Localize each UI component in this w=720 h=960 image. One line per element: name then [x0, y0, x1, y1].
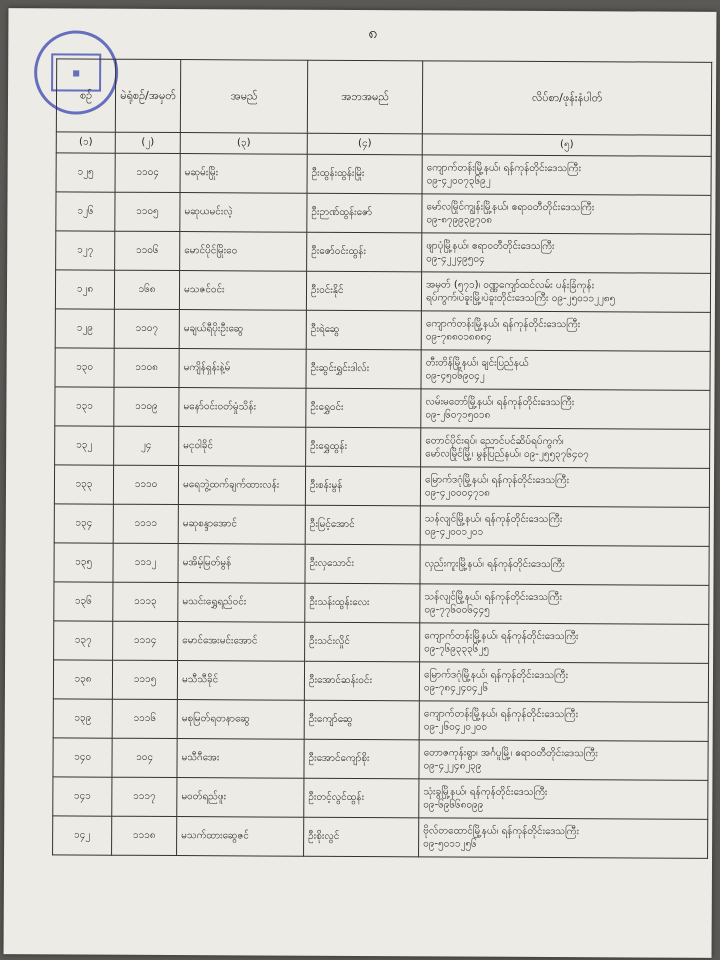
father-name-cell: ဦးအောင်ဆန်းဝင်း	[304, 661, 419, 701]
serial-cell: ၁၄၀	[53, 738, 112, 777]
phone-line: ၀၉-၇၈၄၂၄၀၄၂၆	[423, 682, 489, 694]
code-cell: ၁၁၀၈	[114, 348, 179, 387]
father-name-cell: ဦးသင်းလှိုင်	[305, 622, 420, 662]
address-cell	[421, 428, 710, 469]
table-row	[53, 660, 708, 702]
table-row	[53, 777, 708, 819]
father-name-cell: ဦးတင့်လွင်ထွန်း	[304, 778, 419, 818]
header-address: လိပ်စာ/ဖုန်းနံပါတ်	[422, 61, 711, 136]
code-cell: ၁၁၁၅	[112, 660, 177, 699]
table-row	[53, 816, 708, 858]
table-row	[55, 426, 710, 468]
father-name-cell: ဦးထွန်းထွန်းမြိုး	[307, 154, 422, 194]
father-name-cell: ဦးအောင်ကျော်စိုး	[304, 739, 419, 779]
code-cell: ၁၁၁၈	[112, 816, 177, 855]
name-cell: မစုမြတ်ရတနာဆွေ	[177, 700, 304, 740]
address-line: တောင်ပိုင်းရပ်၊ ညောင်ပင်ဆိပ်ရပ်ကွက်၊	[425, 434, 564, 447]
name-cell: မသင်းရွှေရည်ဝင်း	[178, 583, 305, 623]
serial-cell: ၁၃၁	[55, 387, 114, 426]
phone-line: ၀၉-၅၀၁၁၂၅၆	[423, 838, 477, 850]
address-cell	[419, 740, 708, 781]
table-row	[55, 348, 710, 390]
address-cell	[419, 662, 708, 703]
address-cell	[422, 233, 711, 274]
address-cell	[420, 623, 709, 664]
official-seal: ■	[34, 30, 118, 114]
name-cell: မသက်ထားဆွေဇင်	[177, 817, 304, 857]
document-page	[4, 8, 717, 958]
address-cell	[419, 818, 708, 859]
address-line: ဗိုလ်တထောင်မြို့နယ်၊ ရန်ကုန်တိုင်းဒေသကြီး	[423, 824, 580, 837]
serial-cell: ၁၃၃	[54, 465, 113, 504]
serial-cell: ၁၂၆	[56, 192, 115, 231]
address-line: ကျောက်တန်းမြို့နယ်၊ ရန်ကုန်တိုင်းဒေသကြီး	[425, 317, 581, 330]
code-cell: ၁၁၁၆	[112, 699, 177, 738]
name-cell: မအိမ့်မြတ်မွန်	[178, 544, 305, 584]
code-cell: ၁၁၁၂	[113, 543, 178, 582]
serial-cell: ၁၄၁	[53, 777, 112, 816]
father-name-cell: ဦးကျော်ဆွေ	[304, 700, 419, 740]
address-cell	[421, 350, 710, 391]
name-cell: မဆုယမင်းလဲ့	[180, 193, 307, 233]
father-name-cell: ဦးရွှေဝင်း	[306, 388, 421, 428]
serial-cell: ၁၃၅	[54, 543, 113, 582]
phone-line: ၀၉-၄၂၀၀၇၃၆၉၂	[426, 175, 491, 187]
serial-cell: ၁၃၄	[54, 504, 113, 543]
serial-cell: ၁၃၆	[54, 582, 113, 621]
table-row	[54, 465, 709, 507]
table-row	[54, 582, 709, 624]
table-row	[55, 309, 710, 351]
phone-line: ၀၉-၂၆၀၇၁၅၀၁၈	[425, 409, 491, 421]
name-cell: မကျိန်ရှန်းနဲ့မ်	[179, 349, 306, 389]
address-cell	[419, 779, 708, 820]
address-cell	[422, 194, 711, 235]
code-cell: ၁၀၄	[112, 738, 177, 777]
address-line: မော်လမြိုင်ကျွန်းမြို့နယ်၊ ဧရာဝတီတိုင်းဒေသကြီး	[426, 200, 595, 213]
code-cell: ၁၁၁၄	[113, 621, 178, 660]
name-cell: မသဇင်ဝင်း	[179, 271, 306, 311]
father-name-cell: ဦးဝင်းနိုင်	[306, 271, 421, 311]
code-cell: ၂၄	[114, 426, 179, 465]
serial-cell: ၁၃၂	[55, 426, 114, 465]
address-line: အမှတ် (၅၇၁)၊ ဝဏ္ဏကျော်ထင်လမ်း ပန်းခြံကုန်း	[426, 278, 595, 291]
address-line: သန်လျင်မြို့နယ်၊ ရန်ကုန်တိုင်းဒေသကြီး	[424, 590, 562, 603]
table-row	[54, 621, 709, 663]
code-cell: ၁၁၀၉	[114, 387, 179, 426]
column-number: (၄)	[307, 133, 422, 155]
address-line: တောဇကုန်းရွာ၊ အင်္ဂပူမြို့၊ ဧရာဝတီတိုင်းဒေသကြီး	[423, 746, 598, 759]
address-line: တီးတိန်မြို့နယ်၊ ချင်းပြည်နယ်	[425, 356, 529, 369]
name-cell: မငုဝါခိုင်	[179, 427, 306, 467]
table-row	[55, 387, 710, 429]
code-cell: ၁၆၈	[114, 270, 179, 309]
code-cell: ၁၁၁၇	[112, 777, 177, 816]
address-cell	[420, 584, 709, 625]
serial-cell: ၁၂၈	[55, 270, 114, 309]
serial-cell: ၁၂၇	[56, 231, 115, 270]
address-cell	[419, 701, 708, 742]
address-line: သုံးခွမြို့နယ်၊ ရန်ကုန်တိုင်းဒေသကြီး	[423, 785, 548, 798]
name-cell: မဝတ်ရည်ဖူး	[177, 778, 304, 818]
table-row	[53, 738, 708, 780]
father-name-cell: ဦးရွှေထွန်း	[306, 427, 421, 467]
phone-line: ၀၉-၄၂၀၀၁၂၀၁	[424, 526, 484, 538]
header-serial: စဉ်	[56, 59, 115, 132]
address-cell	[421, 389, 710, 430]
table-row	[54, 543, 709, 585]
name-cell: မောင်အေးမင်းအောင်	[178, 622, 305, 662]
father-name-cell: ဦးရဲဆွေ	[306, 310, 421, 350]
serial-cell: ၁၃၇	[54, 621, 113, 660]
candidate-table	[52, 58, 712, 858]
header-father: အဘအမည်	[307, 60, 422, 134]
header-code: မဲရုံစဉ်/အမှတ်	[115, 59, 180, 132]
column-number: (၃)	[180, 133, 307, 155]
address-line: မြောက်ဒဂုံမြို့နယ်၊ ရန်ကုန်တိုင်းဒေသကြီး	[423, 668, 569, 681]
phone-line: ၀၉-၄၅၀၆၉၀၄၂	[425, 370, 485, 382]
header-name: အမည်	[180, 60, 307, 134]
address-cell	[420, 545, 709, 586]
name-cell: မချယ်ရီပိုးဦးဆွေ	[179, 310, 306, 350]
code-cell: ၁၁၀၄	[115, 153, 180, 192]
table-row	[56, 153, 711, 195]
name-cell: မဆုမ်းမြိုး	[180, 154, 307, 194]
address-line: ဖျာပုံမြို့နယ်၊ ဧရာဝတီတိုင်းဒေသကြီး	[426, 239, 555, 252]
address-line: မြောက်ဒဂုံမြို့နယ်၊ ရန်ကုန်တိုင်းဒေသကြီး	[424, 473, 570, 486]
table-row	[56, 192, 711, 234]
column-number: (၂)	[115, 132, 180, 153]
code-cell: ၁၁၁၃	[113, 582, 178, 621]
name-cell: မောင်ပိုင်မြိုးဝေ	[180, 232, 307, 272]
header-row	[56, 59, 711, 135]
name-cell: မနော်ဝင်းဝတ်မှုံသိန်း	[179, 388, 306, 428]
father-name-cell: ဦးဉာဏ်ထွန်းဇော်	[307, 193, 422, 233]
phone-line: ၀၉-၄၂၂၄၉၅၀၄	[426, 253, 485, 265]
address-line: လမ်းမတော်မြို့နယ်၊ ရန်ကုန်တိုင်းဒေသကြီး	[425, 395, 575, 408]
address-line: လှည်းကူးမြို့နယ်၊ ရန်ကုန်တိုင်းဒေသကြီး	[424, 558, 565, 571]
father-name-cell: ဦးမြင့်အောင်	[305, 505, 420, 545]
phone-line: ၀၉-၆၉၆၆၈၀၉၉	[423, 799, 484, 811]
phone-line: မော်လမြိုင်မြို့၊ မွန်ပြည်နယ်၊ ၀၉-၂၅၅၃၇၆၄၀၇	[425, 448, 589, 461]
phone-line: ၀၉-၂၆၀၄၂၀၂၀၀	[423, 721, 488, 733]
code-cell: ၁၁၀၅	[115, 192, 180, 231]
father-name-cell: ဦးဇော်ဝင်းထွန်း	[307, 232, 422, 272]
code-cell: ၁၁၁၀	[113, 465, 178, 504]
father-name-cell: ဦးဆွင်းရွှင်းဒါလ်း	[306, 349, 421, 389]
code-cell: ၁၁၁၁	[113, 504, 178, 543]
code-cell: ၁၁၀၆	[115, 231, 180, 270]
address-line: သန်လျင်မြို့နယ်၊ ရန်ကုန်တိုင်းဒေသကြီး	[424, 512, 563, 525]
serial-cell: ၁၃၉	[53, 699, 112, 738]
phone-line: ၀၉-၈၇၉၉၃၉၇၀၈	[426, 214, 493, 226]
address-line: ကျောက်တန်းမြို့နယ်၊ ရန်ကုန်တိုင်းဒေသကြီး	[426, 161, 582, 174]
name-cell: မရေဘွဲ့ထက်ချက်ထားလန်း	[178, 466, 305, 506]
phone-line: ၀၉-၇၈၈၀၁၈၈၈၄	[425, 331, 492, 343]
name-cell: မသီဂီအေး	[177, 739, 304, 779]
address-line: ကျောက်တန်းမြို့နယ်၊ ရန်ကုန်တိုင်းဒေသကြီး	[423, 707, 579, 720]
father-name-cell: ဦးစိုးလွင်	[304, 817, 419, 857]
table-row	[55, 270, 710, 312]
table-row	[54, 504, 709, 546]
father-name-cell: ဦးလှသောင်း	[305, 544, 420, 584]
address-cell	[420, 467, 709, 508]
address-cell	[420, 506, 709, 547]
phone-line: ၀၉-၇၇၆၀၀၆၄၄၅	[424, 604, 490, 616]
father-name-cell: ဦးသန်းထွန်းလေး	[305, 583, 420, 623]
table-row	[53, 699, 708, 741]
serial-cell: ၁၃၀	[55, 348, 114, 387]
phone-line: ၀၉-၄၂၂၄၈၂၃၉	[423, 760, 482, 772]
phone-line: ၀၉-၇၆၉၃၃၃၆၂၅	[424, 643, 489, 655]
phone-line: ၀၉-၄၂၀၀၀၄၇၁၈	[424, 487, 490, 499]
phone-line: ရပ်ကွက်၊ပဲခူးမြို့၊ပဲခူးတိုင်းဒေသကြီး ၀၉-၂၅၀၁၁၂၂၈၅	[425, 292, 616, 305]
address-cell	[421, 311, 710, 352]
code-cell: ၁၁၀၇	[114, 309, 179, 348]
address-line: ကျောက်တန်းမြို့နယ်၊ ရန်ကုန်တိုင်းဒေသကြီး	[424, 629, 579, 642]
father-name-cell: ဦးစန်းမွန်	[305, 466, 420, 506]
column-number: (၁)	[56, 132, 115, 153]
name-cell: မဆုစန္ဒာအောင်	[178, 505, 305, 545]
serial-cell: ၁၂၅	[56, 153, 115, 192]
table-row	[56, 231, 711, 273]
serial-cell: ၁၂၉	[55, 309, 114, 348]
name-cell: မသီသီခိုင်	[177, 661, 304, 701]
column-number: (၅)	[422, 134, 711, 157]
serial-cell: ၁၄၂	[53, 816, 112, 855]
address-cell	[422, 155, 711, 196]
serial-cell: ၁၃၈	[53, 660, 112, 699]
address-cell	[421, 272, 710, 313]
page-number: ၈	[368, 23, 378, 43]
